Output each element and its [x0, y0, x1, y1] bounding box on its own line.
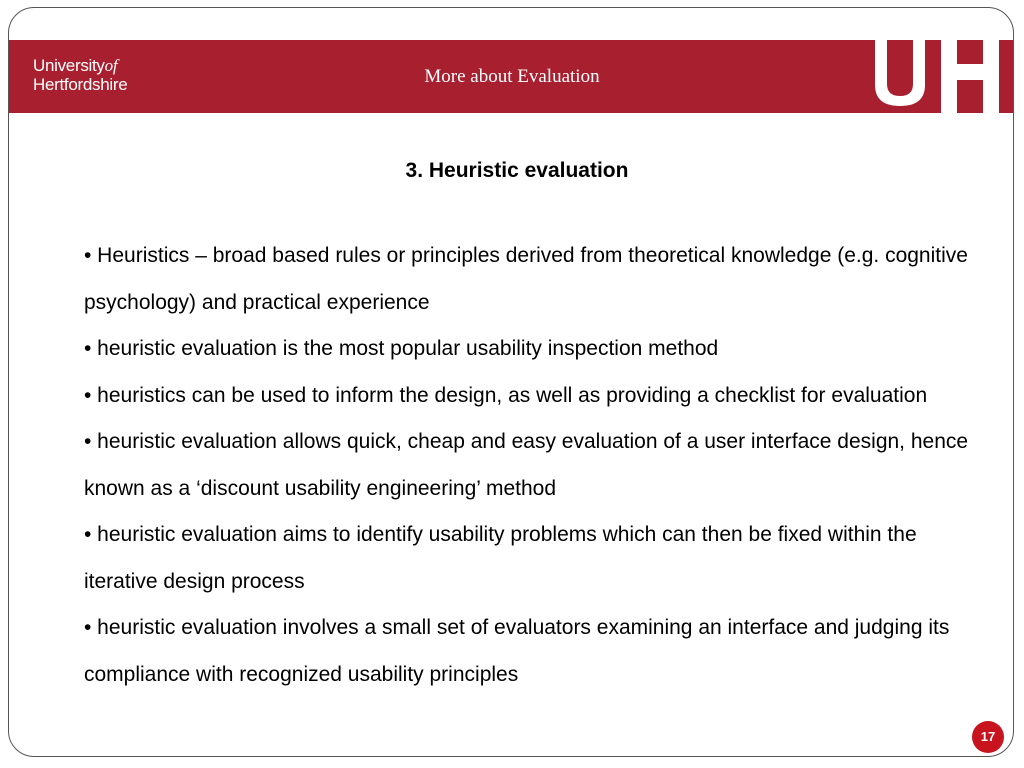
bullet-item: • heuristic evaluation is the most popular usability inspection method — [84, 337, 719, 360]
section-heading: 3. Heuristic evaluation — [405, 159, 629, 182]
bullet-item: • Heuristics – broad based rules or principles derived from theoretical knowledge (e.g. cognitive psychology) and practical experience — [84, 244, 968, 314]
logo-line-university: University — [33, 56, 105, 75]
bullet-item: • heuristic evaluation aims to identify usability problems which can then be fixed within the iterative design process — [84, 523, 917, 593]
slide-title: More about Evaluation — [424, 66, 600, 87]
logo-of: of — [104, 56, 118, 75]
bullet-list — [84, 233, 974, 698]
bullet-item: • heuristic evaluation involves a small set of evaluators examining an interface and judging its compliance with recognized usability principles — [84, 616, 950, 686]
bullet-item: • heuristic evaluation allows quick, cheap and easy evaluation of a user interface design, hence known as a ‘discount usability engineering’ method — [84, 430, 969, 500]
page-number-badge: 17 — [972, 721, 1004, 753]
slide — [8, 7, 1014, 757]
logo-line-hertfordshire: Hertfordshire — [33, 75, 128, 94]
bullet-item: • heuristics can be used to inform the design, as well as providing a checklist for evaluation — [84, 383, 928, 407]
header-band — [9, 40, 1014, 113]
uh-logo-mark — [865, 40, 1014, 113]
